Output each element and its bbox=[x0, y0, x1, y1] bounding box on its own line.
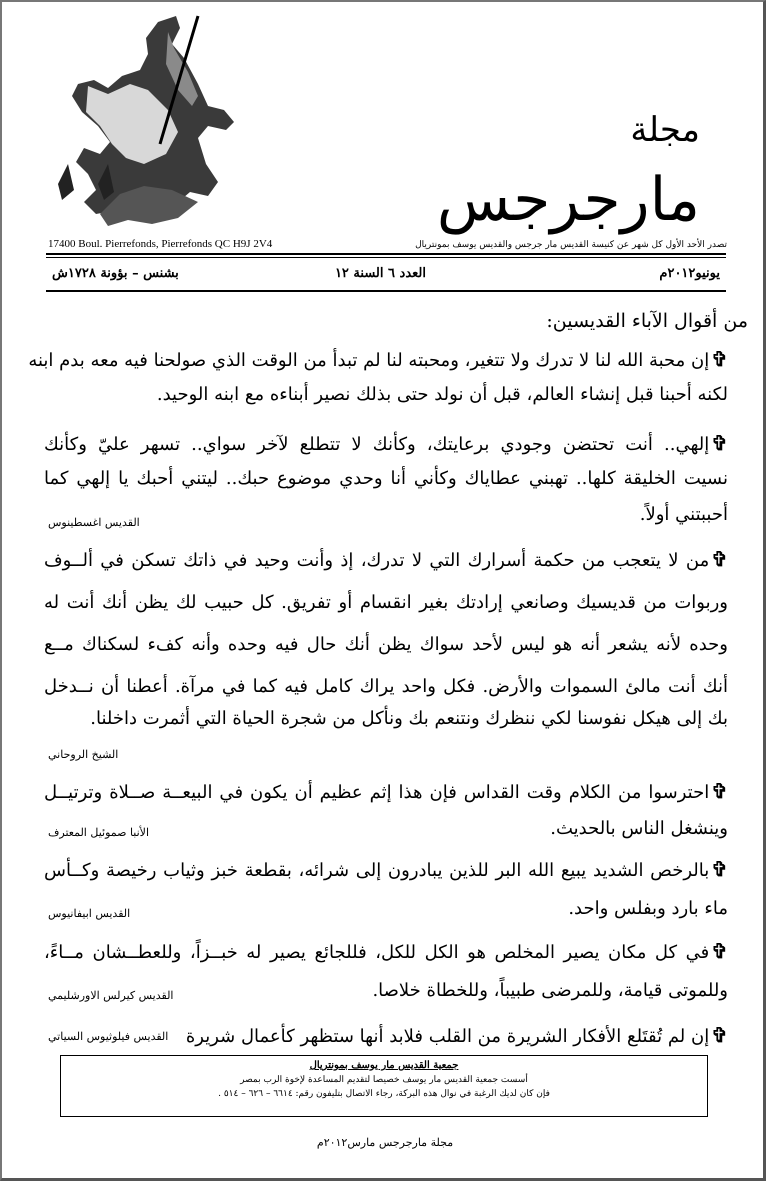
coptic-cross-icon: ✞ bbox=[711, 1023, 728, 1047]
date-gregorian: يونيو٢٠١٢م bbox=[659, 266, 720, 281]
coptic-cross-icon: ✞ bbox=[711, 547, 728, 571]
page-footer: مجلة مارجرجس مارس٢٠١٢م bbox=[316, 1136, 454, 1149]
signature-augustine: القديس اغسطينوس bbox=[48, 516, 140, 529]
signature-spiritual-elder: الشيخ الروحاني bbox=[48, 748, 119, 761]
article-line-text: من لا يتعجب من حكمة أسرارك التي لا تدرك، إذ وأنت وحيد في ذاتك تسكن في ألــوف bbox=[44, 550, 710, 571]
st-george-logo bbox=[48, 14, 248, 236]
article-line-text: احترسوا من الكلام وقت القداس فإن هذا إثم عظيم أن يكون في البيعــة صــلاة وترتيــل bbox=[44, 782, 710, 803]
article-line-text: إن محبة الله لنا لا تدرك ولا تتغير، ومحبته لنا لم تبدأ من الوقت الذي صولحنا فيه معه بدم ابنه bbox=[28, 350, 710, 371]
article-line bbox=[44, 632, 728, 658]
article-line-text: نسيت الخليقة كلها.. تهبني عطاياك وكأني أنا وحدي موضوع حبك.. ليتني أحبك يا إلهي كما bbox=[44, 468, 728, 489]
title-main: مارجرجس bbox=[436, 165, 700, 235]
article-line-text: وحده لأنه يشعر أنه هو ليس لأحد سواك يظن أنك حال فيه وحده وأنه كفء لسكناك مــع bbox=[44, 634, 728, 655]
address: 17400 Boul. Pierrefonds, Pierrefonds QC H9J 2V4 bbox=[48, 238, 273, 250]
header-rule bbox=[46, 253, 726, 255]
article-line-text: إلهي.. أنت تحتضن وجودي برعايتك، وكأنك لا تتطلع لآخر سواي.. تسهر عليّ وكأنك bbox=[44, 434, 710, 455]
article-line-text: بالرخص الشديد يبيع الله البر للذين يبادرون إلى شرائه، بقطعة خبز وثياب رخيصة وكــأس bbox=[44, 860, 710, 881]
article-line-text: لكنه أحبنا قبل إنشاء العالم، قبل أن نولد حتى بذلك نصير أبناءه مع ابنه الوحيد. bbox=[156, 384, 728, 405]
article-line bbox=[44, 778, 728, 806]
association-line-2: فإن كان لديك الرغبة في نوال هذه البركة، رجاء الاتصال بتليفون رقم: ٦٦١٤ – ٦٢٦ – ٥١٤ . bbox=[218, 1089, 550, 1099]
article-line-text: في كل مكان يصير المخلص هو الكل للكل، فللجائع يصير له خبــزاً، وللعطــشان مــاءً، bbox=[44, 942, 710, 963]
article-line bbox=[44, 546, 728, 574]
coptic-cross-icon: ✞ bbox=[711, 779, 728, 803]
tagline: تصدر الأحد الأول كل شهر عن كنيسة القديس مار جرجس والقديس يوسف بمونتريال bbox=[415, 240, 727, 250]
coptic-cross-icon: ✞ bbox=[711, 347, 728, 371]
article-line bbox=[28, 346, 728, 374]
article-heading: من أقوال الآباء القديسين: bbox=[546, 310, 748, 332]
magazine-title bbox=[380, 86, 700, 235]
article-line-text: ماء بارد وبفلس واحد. bbox=[568, 898, 728, 919]
article-line-text: وللموتى قيامة، وللمرضى طبيباً، وللخطاة خلاصا. bbox=[372, 980, 728, 1001]
article-line bbox=[44, 856, 728, 884]
article-line bbox=[44, 590, 728, 616]
article-line bbox=[44, 382, 728, 408]
article-line-text: إن لم تُقتَلع الأفكار الشريرة من القلب فلابد أنها ستظهر كأعمال شريرة bbox=[185, 1026, 710, 1047]
article-line bbox=[44, 430, 728, 458]
signature-cyril: القديس كيرلس الاورشليمي bbox=[48, 989, 174, 1002]
header-rule-thin bbox=[46, 257, 726, 258]
article-line bbox=[44, 466, 728, 492]
article-line-text: أحببتني أولاً. bbox=[639, 504, 728, 525]
coptic-cross-icon: ✞ bbox=[711, 431, 728, 455]
issue-rule bbox=[46, 290, 726, 292]
signature-epiphanius: القديس ابيفانيوس bbox=[48, 907, 131, 920]
issue-row bbox=[46, 266, 726, 286]
article-line-text: وربوات من قديسيك وصانعي إرادتك بغير انقسام أو تفريق. كل حبيب لك يظن أنك أنت له bbox=[44, 592, 728, 613]
signature-philotheos: القديس فيلوثيوس السياتي bbox=[48, 1030, 169, 1043]
coptic-cross-icon: ✞ bbox=[711, 857, 728, 881]
association-line-1: أسست جمعية القديس مار يوسف خصيصا لتقديم المساعدة لإخوة الرب بمصر bbox=[240, 1075, 528, 1085]
article-line-text: بك إلى هيكل نفوسنا لكي ننظرك ونتنعم بك ونأكل من شجرة الحياة التي أثمرت داخلنا. bbox=[90, 708, 728, 729]
date-coptic: بشنس – بؤونة ١٧٢٨ش bbox=[52, 266, 179, 281]
article-line-text: أنك أنت مالئ السموات والأرض. فكل واحد يراك كامل فيه كما في مرآة. أعطنا أن نــدخل bbox=[44, 676, 728, 697]
title-prefix: مجلة bbox=[630, 110, 700, 150]
article-line bbox=[44, 706, 728, 732]
article-line-text: وينشغل الناس بالحديث. bbox=[550, 818, 728, 839]
article-line bbox=[44, 896, 728, 922]
issue-number: العدد ٦ السنة ١٢ bbox=[334, 266, 426, 281]
article-line bbox=[44, 674, 728, 700]
article-line bbox=[44, 938, 728, 966]
coptic-cross-icon: ✞ bbox=[711, 939, 728, 963]
article-line bbox=[185, 1022, 728, 1050]
signature-samuel: الأنبا صموئيل المعترف bbox=[48, 826, 150, 839]
article-line bbox=[44, 502, 728, 528]
association-title: جمعية القديس مار يوسف بمونتريال bbox=[309, 1060, 459, 1071]
association-box bbox=[60, 1055, 708, 1117]
